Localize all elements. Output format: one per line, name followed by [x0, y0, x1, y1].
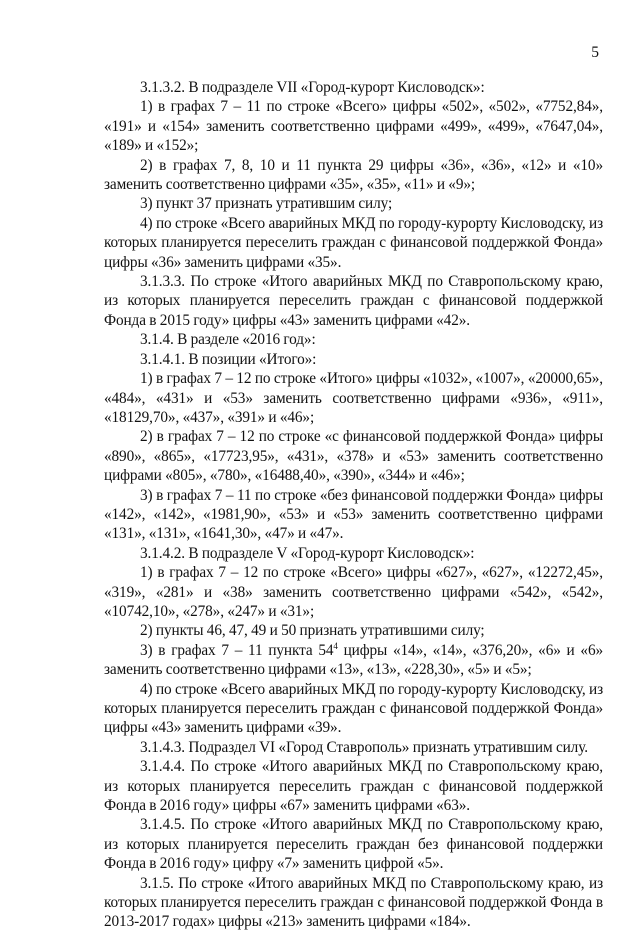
- paragraph: 3.1.4.3. Подраздел VI «Город Ставрополь» признать утратившим силу.: [140, 738, 588, 756]
- paragraph: 2) в графах 7, 8, 10 и 11 пункта 29 цифры «36», «36», «12» и «10» заменить соответственно цифрами «35», «35», «11» и «9»;: [104, 156, 603, 194]
- paragraph: 3.1.3.2. В подразделе VII «Город-курорт Кисловодск»:: [140, 79, 485, 96]
- document-body: [104, 78, 603, 932]
- paragraph: 3.1.3.3. По строке «Итого аварийных МКД по Ставропольскому краю, из которых планируется переселить граждан с финансовой поддержкой Фонда в 2015 году» цифры «43» заменить цифрами «42».: [104, 273, 603, 329]
- paragraph: 3.1.4.5. По строке «Итого аварийных МКД по Ставропольскому краю, из которых планируется переселить граждан без финансовой поддержки Фонда в 2016 году» цифру «7» заменить цифрой «5».: [104, 816, 603, 873]
- paragraph: 4) по строке «Всего аварийных МКД по городу-курорту Кисловодску, из которых планируется переселить граждан с финансовой поддержкой Фонда» цифры «36» заменить цифрами «35».: [104, 214, 603, 271]
- superscript: 4: [333, 640, 338, 651]
- paragraph: 2) пункты 46, 47, 49 и 50 признать утратившими силу;: [140, 622, 485, 640]
- paragraph-text-after: цифры «14», «14», «376,20», «6» и «6» заменить соответственно цифрами «13», «13», «228,30», «5» и «5»;: [104, 641, 604, 679]
- page-number: 5: [591, 44, 599, 61]
- paragraph: 3.1.5. По строке «Итого аварийных МКД по Ставропольскому краю, из которых планируется переселить граждан с финансовой поддержкой Фонда в 2013-2017 годах» цифры «213» заменить цифрами «184».: [104, 874, 603, 931]
- paragraph: 2) в графах 7 – 12 по строке «с финансовой поддержкой Фонда» цифры «890», «865», «17723,95», «431», «378» и «53» заменить соответственно цифрами «805», «780», «16488,40», «390», «344» и «46»;: [104, 428, 603, 485]
- paragraph: 1) в графах 7 – 11 по строке «Всего» цифры «502», «502», «7752,84», «191» и «154» заменить соответственно цифрами «499», «499», «7647,04», «189» и «152»;: [104, 98, 603, 155]
- paragraph: 3) пункт 37 признать утратившим силу;: [140, 195, 393, 213]
- paragraph: 1) в графах 7 – 12 по строке «Всего» цифры «627», «627», «12272,45», «319», «281» и «38» заменить соответственно цифрами «542», «542», «10742,10», «278», «247» и «31»;: [104, 564, 603, 620]
- paragraph-with-superscript: [104, 641, 603, 680]
- paragraph: 3.1.4.1. В позиции «Итого»:: [140, 350, 317, 368]
- paragraph: 3.1.4. В разделе «2016 год»:: [140, 331, 316, 349]
- paragraph: 3.1.4.2. В подразделе V «Город-курорт Кисловодск»:: [140, 544, 475, 562]
- paragraph: 3) в графах 7 – 11 по строке «без финансовой поддержки Фонда» цифры «142», «142», «1981,90», «53» и «53» заменить соответственно цифрами «131», «131», «1641,30», «47» и «47».: [104, 486, 603, 543]
- paragraph: 1) в графах 7 – 12 по строке «Итого» цифры «1032», «1007», «20000,65», «484», «431» и «53» заменить соответственно цифрами «936», «911», «18129,70», «437», «391» и «46»;: [104, 370, 603, 426]
- paragraph-text-before: 3) в графах 7 – 11 пункта 54: [140, 641, 334, 659]
- paragraph: 3.1.4.4. По строке «Итого аварийных МКД по Ставропольскому краю, из которых планируется переселить граждан с финансовой поддержкой Фонда в 2016 году» цифры «67» заменить цифрами «63».: [104, 758, 603, 815]
- paragraph: 4) по строке «Всего аварийных МКД по городу-курорту Кисловодску, из которых планируется переселить граждан с финансовой поддержкой Фонда» цифры «43» заменить цифрами «39».: [104, 680, 603, 737]
